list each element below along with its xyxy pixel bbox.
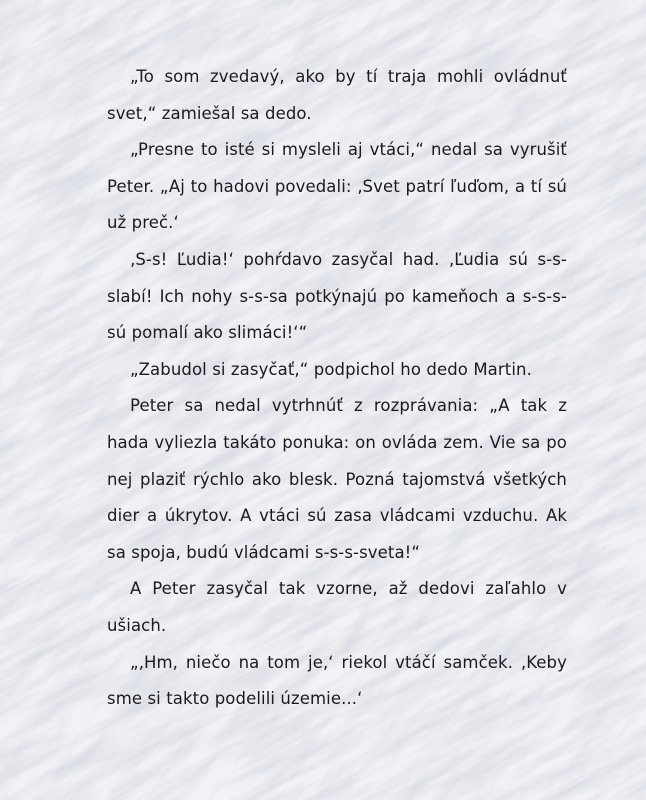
paragraph-4: „Zabudol si zasyčať,“ podpichol ho dedo Martin. bbox=[130, 359, 532, 379]
paragraph-6: A Peter zasyčal tak vzorne, až dedovi zaľahlo v ušiach. bbox=[107, 579, 567, 635]
paragraph-1: „To som zvedavý, ako by tí traja mohli ovládnuť svet,“ zamiešal sa dedo. bbox=[107, 67, 567, 123]
story-text bbox=[107, 59, 567, 718]
paragraph-3: ‚S-s! Ľudia!‘ pohŕdavo zasyčal had. ‚Ľudia sú s-s-slabí! Ich nohy s-s-sa potkýnajú po kameňoch a s-s-s-sú pomalí ako slimáci!‘“ bbox=[107, 249, 567, 343]
paragraph-7: „‚Hm, niečo na tom je,‘ riekol vtáčí samček. ‚Keby sme si takto podelili územie...‘ bbox=[107, 652, 567, 709]
paragraph-5: Peter sa nedal vytrhnúť z rozprávania: „A tak z hada vyliezla takáto ponuka: on ovláda zem. Vie sa po nej plaziť rýchlo ako blesk. Pozná tajomstvá všetkých dier a úkrytov. A vtáci sú zasa vládcami vzduchu. Ak sa spoja, budú vládcami s-s-s-sveta!“ bbox=[107, 396, 567, 562]
paragraph-2: „Presne to isté si mysleli aj vtáci,“ nedal sa vyrušiť Peter. „Aj to hadovi povedali: ‚Svet patrí ľuďom, a tí sú už preč.‘ bbox=[107, 140, 567, 233]
